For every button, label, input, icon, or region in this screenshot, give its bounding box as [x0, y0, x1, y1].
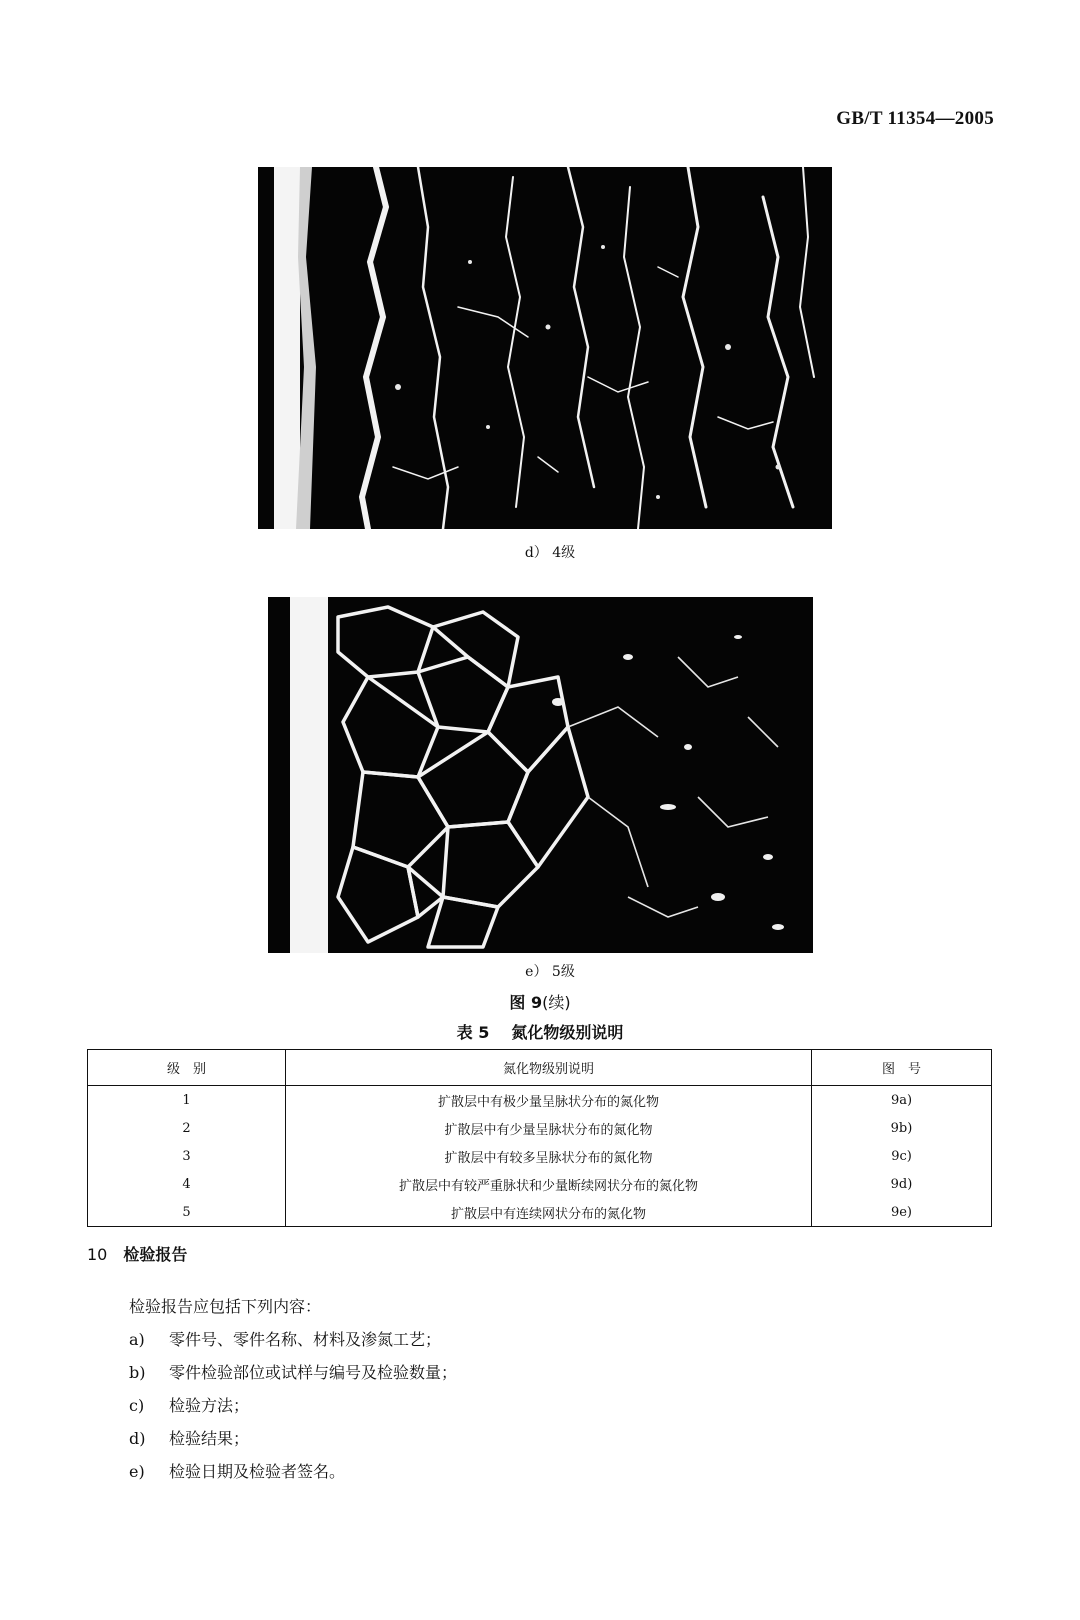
list-item-text: 零件号、零件名称、材料及渗氮工艺； — [169, 1330, 442, 1349]
list-item-text: 零件检验部位或试样与编号及检验数量； — [169, 1363, 458, 1382]
table-row — [88, 1114, 992, 1142]
column-header-grade: 级 别 — [88, 1050, 286, 1086]
list-item-text: 检验方法； — [169, 1396, 250, 1415]
table-label: 表 5 — [456, 1023, 490, 1042]
list-item-label: b) — [129, 1363, 146, 1382]
figure-title — [390, 990, 690, 1013]
section-title: 检验报告 — [123, 1245, 188, 1264]
list-item — [129, 1323, 457, 1356]
figure-label: 图 9 — [509, 993, 543, 1012]
section-heading — [87, 1242, 187, 1265]
list-item — [129, 1455, 457, 1488]
cell-figure: 9c) — [812, 1142, 992, 1170]
list-item-label: a) — [129, 1330, 145, 1349]
table-row — [88, 1086, 992, 1115]
list-item — [129, 1356, 457, 1389]
cell-figure: 9e) — [812, 1198, 992, 1227]
table-header-row — [88, 1050, 992, 1086]
cell-figure: 9b) — [812, 1114, 992, 1142]
cell-description: 扩散层中有连续网状分布的氮化物 — [286, 1198, 812, 1227]
cell-description: 扩散层中有较多呈脉状分布的氮化物 — [286, 1142, 812, 1170]
list-item — [129, 1389, 457, 1422]
list-item-label: e) — [129, 1462, 145, 1481]
list-item — [129, 1422, 457, 1455]
list-item-text: 检验结果； — [169, 1429, 250, 1448]
column-header-figure: 图 号 — [812, 1050, 992, 1086]
standard-code: GB/T 11354—2005 — [836, 108, 994, 129]
table-row — [88, 1170, 992, 1198]
cell-description: 扩散层中有少量呈脉状分布的氮化物 — [286, 1114, 812, 1142]
list-item-text: 检验日期及检验者签名。 — [169, 1462, 346, 1481]
section-intro: 检验报告应包括下列内容： — [129, 1297, 322, 1316]
list-item-label: d) — [129, 1429, 146, 1448]
figure-continued: (续) — [542, 993, 571, 1012]
cell-description: 扩散层中有较严重脉状和少量断续网状分布的氮化物 — [286, 1170, 812, 1198]
cell-grade: 2 — [88, 1114, 286, 1142]
nitride-grade-table — [87, 1049, 992, 1227]
cell-grade: 5 — [88, 1198, 286, 1227]
figure-caption-d: d） 4级 — [524, 545, 576, 561]
list-item-label: c) — [129, 1396, 145, 1415]
cell-grade: 4 — [88, 1170, 286, 1198]
figure-caption-e: e） 5级 — [525, 964, 575, 980]
micrograph-grade-5 — [268, 597, 813, 953]
section-body — [129, 1290, 457, 1488]
column-header-description: 氮化物级别说明 — [286, 1050, 812, 1086]
cell-figure: 9d) — [812, 1170, 992, 1198]
table-title — [340, 1020, 740, 1043]
section-number: 10 — [87, 1245, 108, 1264]
table-row — [88, 1198, 992, 1227]
cell-grade: 3 — [88, 1142, 286, 1170]
cell-description: 扩散层中有极少量呈脉状分布的氮化物 — [286, 1086, 812, 1115]
cell-grade: 1 — [88, 1086, 286, 1115]
table-title-text: 氮化物级别说明 — [511, 1023, 624, 1042]
cell-figure: 9a) — [812, 1086, 992, 1115]
micrograph-grade-4 — [258, 167, 832, 529]
table-row — [88, 1142, 992, 1170]
